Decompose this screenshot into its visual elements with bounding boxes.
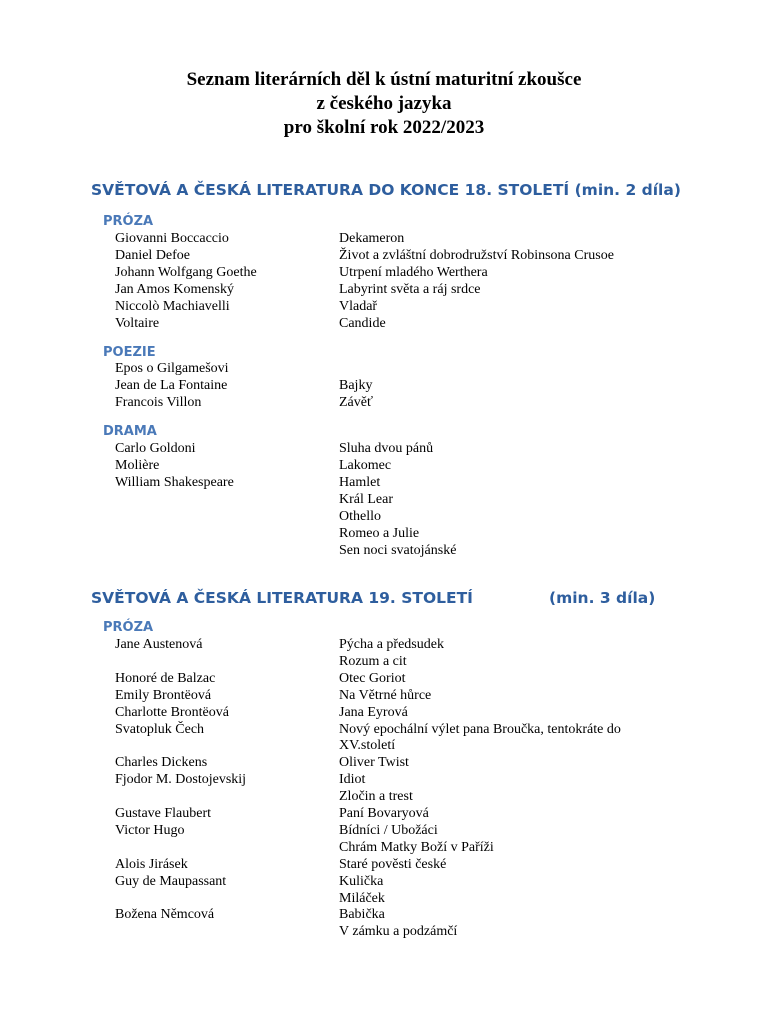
work-title: Vladař [339, 299, 378, 314]
author-name: Giovanni Boccaccio [115, 231, 229, 246]
work-title: Jana Eyrová [339, 704, 408, 720]
list-item [0, 670, 768, 687]
work-title: Život a zvláštní dobrodružství Robinsona Crusoe [339, 248, 614, 263]
list-item [0, 491, 768, 508]
work-title: Závěť [339, 395, 373, 410]
list-item [0, 360, 768, 377]
work-title: Othello [339, 509, 381, 524]
work-title: Hamlet [339, 475, 381, 490]
section-heading-19th-century [91, 589, 711, 607]
author-name: Gustave Flaubert [115, 806, 212, 821]
list-item [0, 704, 768, 721]
subheading-proza: PRÓZA [103, 620, 154, 635]
list-item [0, 754, 768, 771]
list-item [0, 890, 768, 907]
author-name: Guy de Maupassant [115, 873, 227, 889]
list-item [0, 508, 768, 525]
list-item [0, 264, 768, 281]
list-item [0, 873, 768, 890]
list-item [0, 247, 768, 264]
author-name: William Shakespeare [115, 475, 234, 490]
list-item [0, 377, 768, 394]
section-heading-title: SVĚTOVÁ A ČESKÁ LITERATURA 19. STOLETÍ [91, 589, 473, 607]
author-name: Niccolò Machiavelli [115, 299, 230, 314]
author-name: Molière [115, 458, 160, 473]
work-title: Utrpení mladého Werthera [339, 265, 488, 280]
author-name: Svatopluk Čech [115, 721, 205, 737]
work-title: Dekameron [339, 231, 405, 246]
list-item [0, 771, 768, 788]
title-line-3: pro školní rok 2022/2023 [283, 117, 485, 138]
author-name: Charles Dickens [115, 755, 208, 771]
work-title: Zločin a trest [339, 789, 413, 805]
work-title: Paní Bovaryová [339, 806, 429, 821]
list-item [0, 805, 768, 822]
work-title: Sluha dvou pánů [339, 441, 434, 456]
author-name: Emily Brontëová [115, 687, 212, 703]
subheading-poezie: POEZIE [103, 345, 156, 360]
work-title: Otec Goriot [339, 670, 406, 686]
work-title: Bajky [339, 378, 373, 393]
work-title: XV.století [339, 738, 396, 754]
subheading-proza: PRÓZA [103, 214, 154, 229]
list-item [0, 687, 768, 704]
list-item [0, 542, 768, 559]
author-name: Alois Jirásek [115, 856, 188, 872]
work-title: Miláček [339, 890, 385, 906]
author-name: Victor Hugo [115, 822, 185, 838]
list-item [0, 906, 768, 923]
work-title: Oliver Twist [339, 755, 409, 771]
author-name: Carlo Goldoni [115, 441, 196, 456]
title-line-2: z českého jazyka [316, 93, 452, 114]
work-title: Nový epochální výlet pana Broučka, tentokráte do [339, 721, 621, 737]
author-name: Daniel Defoe [115, 248, 191, 263]
work-title: Staré pověsti české [339, 856, 447, 872]
author-name: Francois Villon [115, 395, 202, 410]
list-item [0, 298, 768, 315]
list-item [0, 440, 768, 457]
list-item [0, 474, 768, 491]
list-item [0, 315, 768, 332]
work-title: Sen noci svatojánské [339, 543, 457, 558]
work-title: Chrám Matky Boží v Paříži [339, 839, 494, 855]
work-title: Bídníci / Ubožáci [339, 822, 438, 838]
author-name: Fjodor M. Dostojevskij [115, 772, 247, 788]
list-item [0, 856, 768, 873]
work-title: Král Lear [339, 492, 394, 507]
work-title: Na Větrné hůrce [339, 687, 432, 703]
list-item [0, 525, 768, 542]
list-item [0, 457, 768, 474]
section-heading-minimum: (min. 3 díla) [549, 589, 656, 607]
title-line-1: Seznam literárních děl k ústní maturitní zkoušce [186, 69, 582, 90]
list-item [0, 737, 768, 754]
list-item [0, 636, 768, 653]
work-title: Kulička [339, 873, 384, 889]
work-title: Labyrint světa a ráj srdce [339, 282, 481, 297]
author-name: Jean de La Fontaine [115, 378, 228, 393]
author-name: Voltaire [115, 316, 160, 331]
author-name: Jan Amos Komenský [115, 282, 234, 297]
work-title: Candide [339, 316, 386, 331]
list-item [0, 788, 768, 805]
list-item [0, 653, 768, 670]
author-name: Epos o Gilgamešovi [115, 361, 229, 376]
list-item [0, 839, 768, 856]
work-title: Pýcha a předsudek [339, 637, 444, 652]
subheading-drama: DRAMA [103, 424, 157, 439]
list-item [0, 394, 768, 411]
list-item [0, 923, 768, 940]
work-title: Idiot [339, 772, 366, 788]
list-item [0, 230, 768, 247]
work-title: Rozum a cit [339, 653, 407, 669]
list-item [0, 721, 768, 738]
work-title: Romeo a Julie [339, 526, 420, 541]
author-name: Jane Austenová [115, 637, 203, 652]
work-title: Lakomec [339, 458, 392, 473]
list-item [0, 822, 768, 839]
author-name: Charlotte Brontëová [115, 704, 229, 720]
work-title: V zámku a podzámčí [339, 924, 458, 940]
author-name: Honoré de Balzac [115, 670, 216, 686]
list-item [0, 281, 768, 298]
section-heading-18th-century: SVĚTOVÁ A ČESKÁ LITERATURA DO KONCE 18. STOLETÍ (min. 2 díla) [91, 181, 681, 199]
work-title: Babička [339, 907, 385, 923]
author-name: Johann Wolfgang Goethe [115, 265, 257, 280]
author-name: Božena Němcová [115, 907, 215, 923]
